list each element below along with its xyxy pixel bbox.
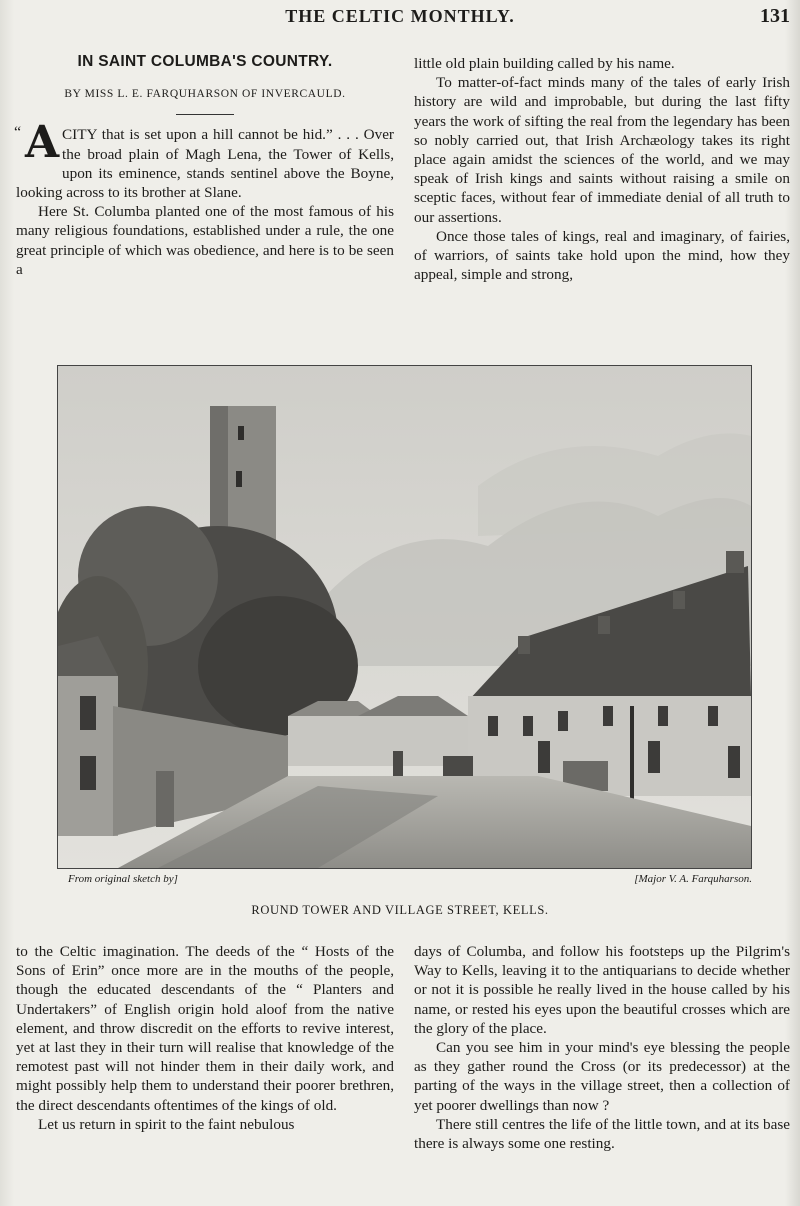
paragraph-9: Can you see him in your mind's eye blessing the people as they gather round the Cross (or its predecessor) at the parting of the ways in the village street, then a collection of yet poorer dwellings than now ? — [414, 1039, 790, 1114]
dropcap-letter: A — [25, 117, 60, 169]
column-top-right — [414, 54, 790, 284]
illustration-credit-left: From original sketch by] — [68, 873, 178, 885]
article-title: IN SAINT COLUMBA'S COUNTRY. — [77, 53, 333, 70]
paragraph-6: to the Celtic imagination. The deeds of the “ Hosts of the Sons of Erin” once more are in the mouths of the people, though the educated descendants of the “ Planters and Undertakers” of English origin hold aloof from the native element, and throw discredit on the efforts to revive interest, yet at last they in their turn will realise that knowledge of the remotest past will not hinder them in their daily work, and might possibly help them to understand their poorer brethren, the direct descendants oftentimes of the kings of old. — [16, 943, 394, 1114]
paragraph-5: Once those tales of kings, real and imaginary, of fairies, of warriors, of saints take hold upon the mind, how they appeal, simple and strong, — [414, 227, 790, 284]
column-bottom-left — [16, 942, 394, 1134]
running-header: THE CELTIC MONTHLY. — [285, 6, 515, 26]
paragraph-8: days of Columba, and follow his footsteps up the Pilgrim's Way to Kells, leaving it to the antiquarians to decide whether or not it is possible he really lived in the house called by his name, or rested his eyes upon the beautiful crosses which are the glory of the place. — [414, 943, 790, 1037]
ornamental-dropcap — [14, 117, 60, 169]
column-bottom-right — [414, 942, 790, 1153]
paragraph-1 — [14, 117, 394, 202]
divider-rule — [176, 114, 234, 115]
illustration-caption: ROUND TOWER AND VILLAGE STREET, KELLS. — [251, 903, 549, 917]
paragraph-4: To matter-of-fact minds many of the tales of early Irish history are wild and improbable, but during the last fifty years the work of sifting the real from the legendary has been so nobly carried out, that Irish Archæology takes its right place again amidst the sciences of the world, and we may speak of Irish kings and saints without raising a smile on sceptic faces, without fear of immediate denial of all truth to our assertions. — [414, 74, 790, 226]
paragraph-3: little old plain building called by his name. — [414, 55, 675, 72]
engraving-round-tower-kells — [57, 365, 752, 869]
paragraph-7: Let us return in spirit to the faint nebulous — [38, 1115, 295, 1133]
column-top-left — [16, 50, 394, 279]
article-byline: BY MISS L. E. FARQUHARSON OF INVERCAULD. — [64, 88, 346, 101]
opening-quote: “ — [14, 124, 22, 142]
illustration-credit-right: [Major V. A. Farquharson. — [634, 873, 752, 885]
paragraph-2: Here St. Columba planted one of the most famous of his many religious foundations, established under a rule, the one great principle of which was obedience, and here is to be seen a — [16, 203, 394, 278]
paragraph-1-text: CITY that is set upon a hill cannot be hid.” . . . Over the broad plain of Magh Lena, the Tower of Kells, upon its eminence, stands sentinel above the Boyne, looking across to its brother at Slane. — [16, 126, 394, 202]
illustration-drawing — [58, 366, 751, 868]
paragraph-10: There still centres the life of the little town, and at its base there is always some one resting. — [414, 1115, 790, 1153]
page-number: 131 — [760, 5, 790, 27]
